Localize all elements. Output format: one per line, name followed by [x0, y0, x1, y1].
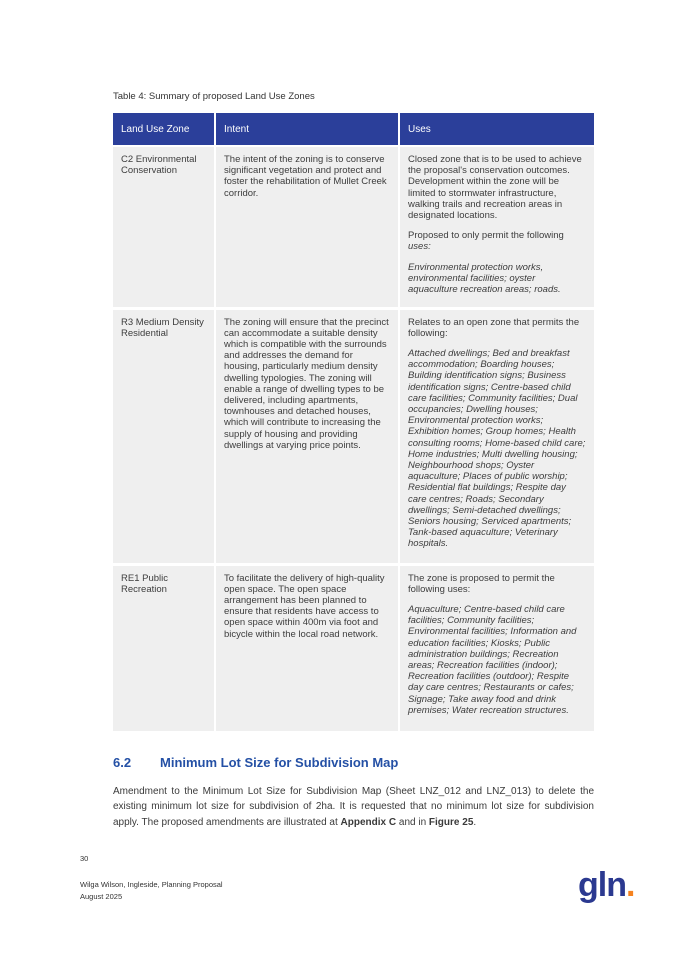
text-segment: Aquaculture; Centre-based child care facilities; Community facilities; Environmental facilities; Information and education facilities; Kiosks; Public administration buildings; Recreation areas; Recreation facilities (indoor); Recreation facilities (outdoor); Respite day care centres; Restaurants or cafes; Signage; Take away food and drink premises; Water recreation structures.: [408, 603, 577, 716]
text-segment: Closed zone that is to be used to achieve the proposal's conservation outcomes. Development within the zone will be limited to stormwater infrastructure, walking trails and recreation areas in designated locations.: [408, 154, 582, 222]
cell-paragraph: [408, 154, 586, 221]
table-header: [113, 113, 594, 146]
column-header-uses: Uses: [399, 113, 594, 146]
page-content: [113, 91, 594, 840]
table-body: [113, 146, 594, 732]
section-heading: [113, 755, 594, 770]
cell-paragraph: [224, 317, 390, 451]
text-segment: uses:: [408, 241, 431, 253]
text-segment: Figure 25: [428, 816, 474, 828]
text-segment: Proposed to only permit the following: [408, 230, 564, 242]
text-segment: Environmental protection works, environmental facilities; oyster aquaculture recreation areas; roads.: [408, 261, 561, 296]
column-header-intent: Intent: [215, 113, 399, 146]
intent-cell: [215, 308, 399, 564]
text-segment: and in: [396, 816, 429, 828]
section-number: 6.2: [113, 754, 132, 770]
cell-paragraph: [224, 573, 390, 640]
zone-cell: C2 Environmental Conservation: [113, 146, 215, 308]
text-segment: Amendment to the Minimum Lot Size for Subdivision Map (Sheet LNZ_012 and LNZ_013) to delete the existing minimum lot size for subdivision of 2ha. It is requested that no minimum lot size for subdivision apply. The proposed amendments are illustrated at: [113, 785, 594, 828]
uses-cell: [399, 308, 594, 564]
logo-dot: .: [625, 866, 635, 904]
column-header-land-use-zone: Land Use Zone: [113, 113, 215, 146]
text-segment: To facilitate the delivery of high-quality open space. The open space arrangement has been planned to ensure that residents have access to open space within 400m via foot and bicycle within the local road network.: [224, 572, 385, 640]
section-paragraph: [113, 784, 594, 831]
cell-paragraph: [408, 573, 586, 595]
cell-paragraph: [224, 154, 390, 199]
text-segment: The intent of the zoning is to conserve significant vegetation and protect and foster the rehabilitation of Mullet Creek corridor.: [224, 154, 387, 199]
uses-cell: [399, 146, 594, 308]
cell-paragraph: [408, 348, 586, 550]
zone-cell: R3 Medium Density Residential: [113, 308, 215, 564]
section-title: Minimum Lot Size for Subdivision Map: [160, 754, 399, 770]
table-row: [113, 564, 594, 732]
land-use-zones-table: [113, 113, 594, 734]
cell-paragraph: [408, 317, 586, 339]
table-row: [113, 308, 594, 564]
uses-cell: [399, 564, 594, 732]
text-segment: .: [473, 816, 477, 828]
cell-paragraph: [408, 230, 586, 252]
footer-line-2: August 2025: [80, 892, 123, 901]
cell-paragraph: [408, 604, 586, 716]
text-segment: Relates to an open zone that permits the following:: [408, 316, 580, 339]
intent-cell: [215, 564, 399, 732]
text-segment: The zone is proposed to permit the following uses:: [408, 572, 555, 595]
text-segment: Attached dwellings; Bed and breakfast accommodation; Boarding houses; Building identification signs; Business identification signs; Centre-based child care facilities; Community facilities; Dual occupancies; Dwelling houses; Environmental protection works; Exhibition homes; Group homes; Health consulting rooms; Home-based child care; Home industries; Multi dwelling housing; Neighbourhood shops; Oyster aquaculture; Places of public worship; Residential flat buildings; Respite day care centres; Roads; Secondary dwellings; Semi-detached dwellings; Seniors housing; Serviced apartments; Tank-based aquaculture; Veterinary hospitals.: [408, 347, 586, 550]
intent-cell: [215, 146, 399, 308]
page-number: 30: [80, 854, 89, 863]
table-row: [113, 146, 594, 308]
footer-text: [80, 879, 223, 903]
table-caption: Table 4: Summary of proposed Land Use Zones: [113, 91, 315, 102]
logo-text: gln: [578, 866, 626, 904]
text-segment: Appendix C: [340, 816, 397, 828]
zone-cell: RE1 Public Recreation: [113, 564, 215, 732]
cell-paragraph: [408, 262, 586, 296]
table-header-row: [113, 113, 594, 146]
footer-line-1: Wilga Wilson, Ingleside, Planning Proposal: [80, 880, 223, 889]
text-segment: The zoning will ensure that the precinct can accommodate a suitable density which is compatible with the surrounds and addresses the demand for housing, particularly medium density dwelling typologies. The zoning will enable a range of dwelling types to be delivered, including apartments, townhouses and detached houses, which will contribute to increasing the supply of housing and providing dwellings at varying price points.: [224, 316, 389, 451]
gln-logo: [578, 868, 634, 902]
